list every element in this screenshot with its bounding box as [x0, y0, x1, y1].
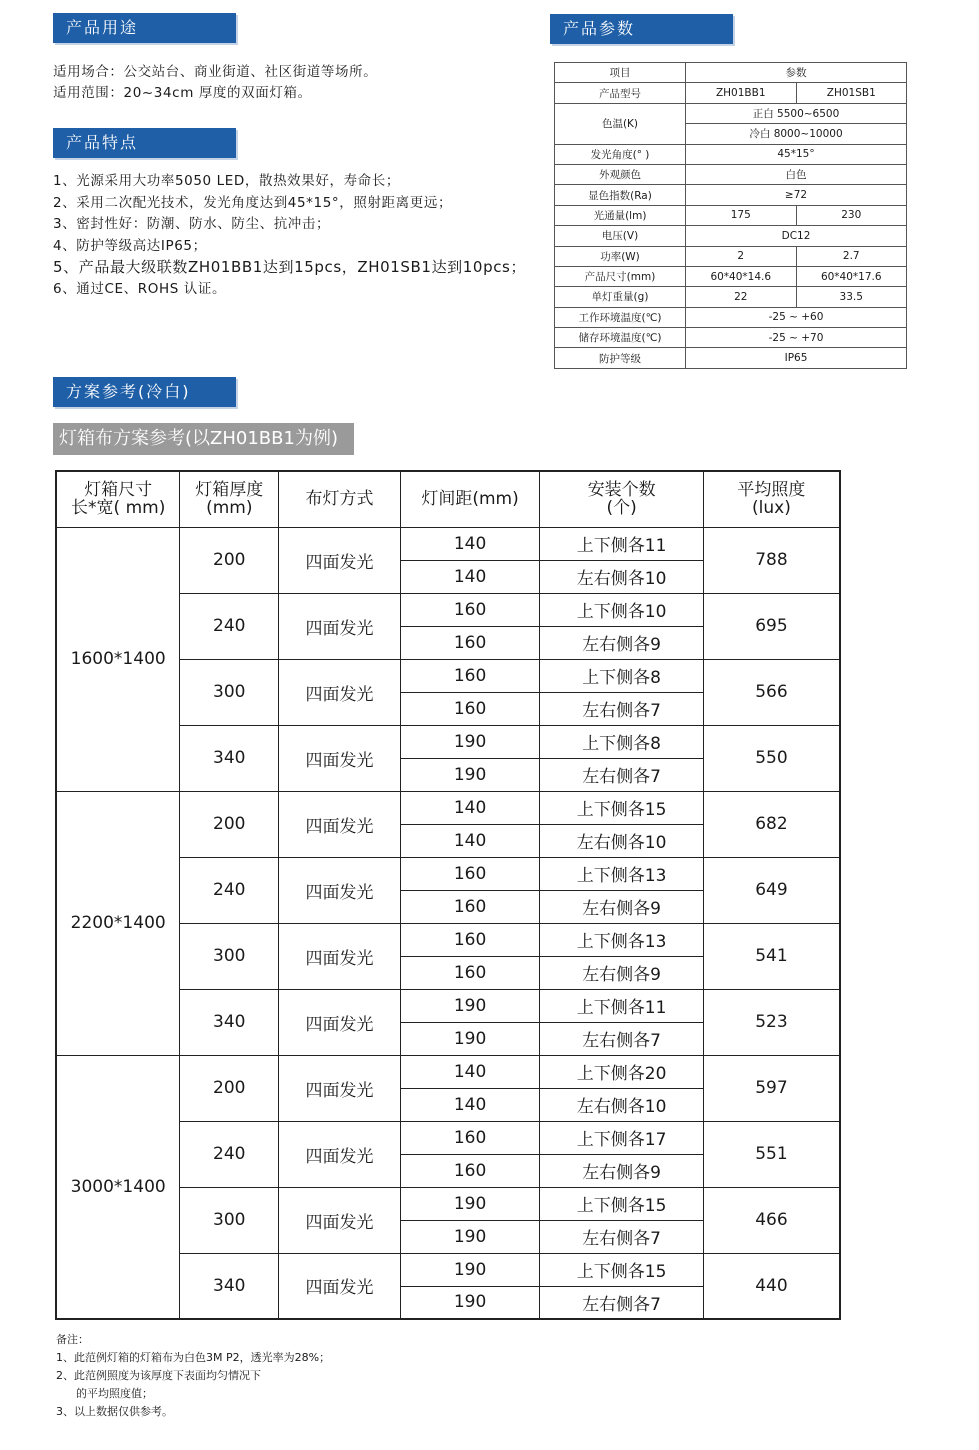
params-row — [555, 83, 907, 103]
param-value: ZH01BB1 — [686, 83, 797, 103]
count-cell: 上下侧各15 — [540, 1253, 703, 1286]
param-value: ≥72 — [686, 185, 907, 205]
scheme-header-line: 灯箱尺寸 — [84, 480, 153, 501]
spacing-cell: 190 — [400, 725, 540, 758]
count-cell: 左右侧各9 — [540, 1154, 703, 1187]
spacing-cell: 160 — [400, 659, 540, 692]
note-line: 3、以上数据仅供参考。 — [56, 1405, 173, 1418]
notes — [56, 1331, 330, 1421]
param-value: 230 — [796, 205, 907, 225]
usage-line: 适用范围：20~34cm 厚度的双面灯箱。 — [53, 85, 312, 101]
spacing-cell: 190 — [400, 1187, 540, 1220]
lux-cell: 440 — [703, 1253, 840, 1319]
param-label: 电压(V) — [555, 226, 686, 246]
table-row — [56, 791, 840, 824]
thickness-cell: 240 — [180, 857, 279, 923]
spacing-cell: 160 — [400, 593, 540, 626]
method-cell: 四面发光 — [279, 923, 401, 989]
note-line: 2、此范例照度为该厚度下表面均匀情况下 — [56, 1369, 261, 1382]
param-value: 175 — [686, 205, 797, 225]
thickness-cell: 300 — [180, 1187, 279, 1253]
count-cell: 上下侧各13 — [540, 857, 703, 890]
count-cell: 上下侧各10 — [540, 593, 703, 626]
feature-item: 6、通过CE、ROHS 认证。 — [53, 280, 227, 297]
count-cell: 左右侧各7 — [540, 1286, 703, 1319]
method-cell: 四面发光 — [279, 659, 401, 725]
params-row — [555, 307, 907, 327]
method-cell: 四面发光 — [279, 725, 401, 791]
count-cell: 左右侧各10 — [540, 1088, 703, 1121]
spacing-cell: 190 — [400, 1253, 540, 1286]
spacing-cell: 160 — [400, 1154, 540, 1187]
param-value: IP65 — [686, 348, 907, 368]
table-row — [56, 527, 840, 560]
params-row — [555, 348, 907, 368]
features-section-tag: 产品特点 — [53, 128, 236, 158]
count-cell: 上下侧各17 — [540, 1121, 703, 1154]
spacing-cell: 140 — [400, 824, 540, 857]
scheme-header-line: 灯箱厚度 — [195, 480, 264, 501]
spacing-cell: 190 — [400, 1286, 540, 1319]
scheme-header-cell — [540, 471, 703, 527]
spacing-cell: 190 — [400, 1220, 540, 1253]
features-list — [53, 171, 526, 301]
method-cell: 四面发光 — [279, 1055, 401, 1121]
params-row — [555, 246, 907, 266]
thickness-cell: 300 — [180, 923, 279, 989]
param-value: 60*40*17.6 — [796, 266, 907, 286]
thickness-cell: 200 — [180, 527, 279, 593]
param-label: 色温(K) — [555, 103, 686, 144]
params-header-row — [555, 63, 907, 83]
param-label: 单灯重量(g) — [555, 287, 686, 307]
scheme-body — [56, 527, 840, 1319]
scheme-header-cell — [180, 471, 279, 527]
params-row — [555, 266, 907, 286]
scheme-table — [55, 470, 841, 1320]
params-table — [554, 62, 907, 369]
method-cell: 四面发光 — [279, 527, 401, 593]
count-cell: 上下侧各11 — [540, 527, 703, 560]
params-row — [555, 205, 907, 225]
scheme-header-line: 安装个数 — [587, 480, 656, 501]
count-cell: 左右侧各7 — [540, 1022, 703, 1055]
method-cell: 四面发光 — [279, 593, 401, 659]
table-row — [56, 1055, 840, 1088]
param-value: 60*40*14.6 — [686, 266, 797, 286]
lux-cell: 649 — [703, 857, 840, 923]
feature-item: 5、产品最大级联数ZH01BB1达到15pcs，ZH01SB1达到10pcs； — [53, 258, 527, 277]
param-label: 显色指数(Ra) — [555, 185, 686, 205]
count-cell: 左右侧各10 — [540, 560, 703, 593]
scheme-section-tag: 方案参考(冷白) — [53, 377, 236, 407]
method-cell: 四面发光 — [279, 989, 401, 1055]
count-cell: 左右侧各10 — [540, 824, 703, 857]
feature-item: 3、密封性好：防潮、防水、防尘、抗冲击； — [53, 216, 331, 233]
scheme-header-line: (lux) — [752, 498, 791, 519]
param-label: 光通量(lm) — [555, 205, 686, 225]
scheme-header-cell — [279, 471, 401, 527]
method-cell: 四面发光 — [279, 857, 401, 923]
count-cell: 上下侧各15 — [540, 1187, 703, 1220]
count-cell: 上下侧各8 — [540, 725, 703, 758]
param-label: 防护等级 — [555, 348, 686, 368]
usage-section-tag: 产品用途 — [53, 13, 236, 43]
scheme-header-line: (个) — [606, 498, 637, 519]
param-value: 45*15° — [686, 144, 907, 164]
scheme-header-line: 灯间距(mm) — [421, 489, 519, 510]
spacing-cell: 140 — [400, 1088, 540, 1121]
scheme-header-cell — [56, 471, 180, 527]
count-cell: 上下侧各20 — [540, 1055, 703, 1088]
usage-text — [53, 62, 377, 104]
param-label: 产品型号 — [555, 83, 686, 103]
params-row — [555, 185, 907, 205]
param-value: -25 ~ +70 — [686, 328, 907, 348]
notes-title: 备注： — [56, 1333, 89, 1346]
param-value: 正白 5500~6500 — [686, 103, 907, 123]
spacing-cell: 160 — [400, 626, 540, 659]
box-size-cell: 3000*1400 — [56, 1055, 180, 1319]
count-cell: 左右侧各9 — [540, 956, 703, 989]
scheme-header-line: (mm) — [206, 498, 253, 519]
params-row — [555, 226, 907, 246]
thickness-cell: 200 — [180, 1055, 279, 1121]
param-label: 储存环境温度(℃) — [555, 328, 686, 348]
count-cell: 上下侧各13 — [540, 923, 703, 956]
thickness-cell: 240 — [180, 593, 279, 659]
params-header-item: 项目 — [555, 63, 686, 83]
count-cell: 上下侧各8 — [540, 659, 703, 692]
spacing-cell: 140 — [400, 560, 540, 593]
param-value: 2.7 — [796, 246, 907, 266]
count-cell: 上下侧各11 — [540, 989, 703, 1022]
params-header-value: 参数 — [686, 63, 907, 83]
spacing-cell: 140 — [400, 791, 540, 824]
scheme-header-cell — [703, 471, 840, 527]
lux-cell: 523 — [703, 989, 840, 1055]
param-value: 2 — [686, 246, 797, 266]
params-row — [555, 164, 907, 184]
usage-line: 适用场合：公交站台、商业街道、社区街道等场所。 — [53, 64, 378, 80]
method-cell: 四面发光 — [279, 1121, 401, 1187]
spacing-cell: 190 — [400, 989, 540, 1022]
note-line: 1、此范例灯箱的灯箱布为白色3M P2，透光率为28%； — [56, 1351, 331, 1364]
thickness-cell: 340 — [180, 989, 279, 1055]
thickness-cell: 340 — [180, 725, 279, 791]
spacing-cell: 140 — [400, 1055, 540, 1088]
params-row — [555, 287, 907, 307]
count-cell: 上下侧各15 — [540, 791, 703, 824]
params-row — [555, 144, 907, 164]
param-value: ZH01SB1 — [796, 83, 907, 103]
param-value: -25 ~ +60 — [686, 307, 907, 327]
feature-item: 2、采用二次配光技术，发光角度达到45*15°，照射距离更远； — [53, 194, 453, 211]
spacing-cell: 160 — [400, 956, 540, 989]
scheme-header-row — [56, 471, 840, 527]
note-line: 的平均照度值； — [76, 1387, 153, 1400]
spacing-cell: 140 — [400, 527, 540, 560]
spacing-cell: 190 — [400, 1022, 540, 1055]
lux-cell: 550 — [703, 725, 840, 791]
box-size-cell: 1600*1400 — [56, 527, 180, 791]
method-cell: 四面发光 — [279, 1187, 401, 1253]
param-label: 外观颜色 — [555, 164, 686, 184]
feature-item: 4、防护等级高达IP65； — [53, 237, 207, 254]
params-row — [555, 328, 907, 348]
lux-cell: 597 — [703, 1055, 840, 1121]
feature-item: 1、光源采用大功率5050 LED，散热效果好，寿命长； — [53, 173, 400, 189]
spacing-cell: 160 — [400, 923, 540, 956]
method-cell: 四面发光 — [279, 1253, 401, 1319]
lux-cell: 788 — [703, 527, 840, 593]
lux-cell: 551 — [703, 1121, 840, 1187]
params-row — [555, 103, 907, 123]
param-label: 工作环境温度(℃) — [555, 307, 686, 327]
thickness-cell: 300 — [180, 659, 279, 725]
count-cell: 左右侧各9 — [540, 890, 703, 923]
lux-cell: 566 — [703, 659, 840, 725]
thickness-cell: 240 — [180, 1121, 279, 1187]
scheme-header-line: 长*宽( mm) — [71, 498, 166, 519]
params-body — [555, 144, 907, 368]
lux-cell: 695 — [703, 593, 840, 659]
spacing-cell: 160 — [400, 857, 540, 890]
scheme-header-line: 平均照度 — [737, 480, 806, 501]
scheme-header-cell — [400, 471, 540, 527]
spacing-cell: 190 — [400, 758, 540, 791]
param-value: 白色 — [686, 164, 907, 184]
lux-cell: 541 — [703, 923, 840, 989]
param-value: DC12 — [686, 226, 907, 246]
param-label: 发光角度(° ) — [555, 144, 686, 164]
spacing-cell: 160 — [400, 692, 540, 725]
count-cell: 左右侧各9 — [540, 626, 703, 659]
thickness-cell: 200 — [180, 791, 279, 857]
count-cell: 左右侧各7 — [540, 758, 703, 791]
thickness-cell: 340 — [180, 1253, 279, 1319]
method-cell: 四面发光 — [279, 791, 401, 857]
params-section-tag: 产品参数 — [550, 14, 733, 44]
spacing-cell: 160 — [400, 1121, 540, 1154]
lux-cell: 682 — [703, 791, 840, 857]
param-value: 22 — [686, 287, 797, 307]
scheme-header-line: 布灯方式 — [305, 489, 374, 510]
spacing-cell: 160 — [400, 890, 540, 923]
scheme-title: 灯箱布方案参考(以ZH01BB1为例) — [53, 423, 354, 455]
count-cell: 左右侧各7 — [540, 1220, 703, 1253]
param-label: 功率(W) — [555, 246, 686, 266]
param-value: 冷白 8000~10000 — [686, 124, 907, 144]
count-cell: 左右侧各7 — [540, 692, 703, 725]
param-value: 33.5 — [796, 287, 907, 307]
lux-cell: 466 — [703, 1187, 840, 1253]
box-size-cell: 2200*1400 — [56, 791, 180, 1055]
param-label: 产品尺寸(mm) — [555, 266, 686, 286]
